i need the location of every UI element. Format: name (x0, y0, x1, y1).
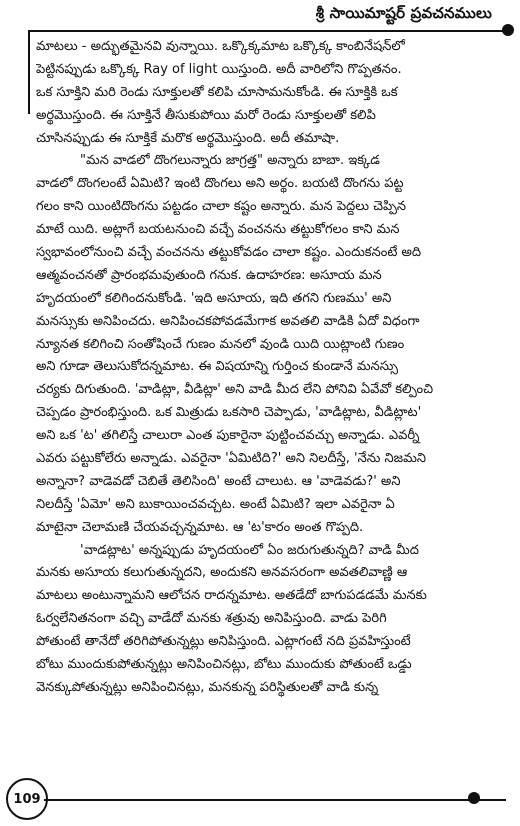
page-number: 109 (13, 791, 41, 807)
text-line: ఓర్వలేనితనంగా వచ్చి వాడేదో మనకు శత్రువు అనిపిస్తుంది. వాడు పెరిగి (36, 611, 387, 627)
text-line: ఒక సూక్తిని మరి రెండు సూక్తులతో కలిపి చూసామనుకోండి. ఈ సూక్తికి ఒక (36, 84, 398, 100)
text-line: బోటు ముందుకుపోతున్నట్లు అనిపించినట్లు, బోటు ముందుకు పోతుంటే ఒడ్డు (36, 657, 412, 673)
text-line: పెట్టినప్పుడు ఒక్కొక్క Ray of light యిస్తుంది. అదీ వారిలోని గొప్పతనం. (36, 61, 402, 77)
text-line: చూసినప్పుడు ఈ సూక్తికే మరొక అర్థమొస్తుంది. అదీ తమాషా. (36, 130, 340, 146)
text-line: పోతుంటే తానేదో తరిగిపోతున్నట్లు అనిపిస్తుంది. ఎట్లాగంటే నది ప్రవహిస్తుంటే (36, 634, 411, 650)
header-ornament-dot (502, 24, 514, 36)
paragraph (36, 150, 502, 539)
text-line: న్యూనత కలిగించి సంతోషించే గుణం మనలో వుండి యిది యిట్లాంటి గుణం (36, 336, 405, 352)
text-line: నిలదీస్తే 'ఏమో' అని బుకాయించవచ్చట. అంటే ఏమిటి? ఇలా ఎవరైనా ఏ (36, 496, 395, 512)
text-line: 'వాడట్లాట' అన్నప్పుడు హృదయంలో ఏం జరుగుతున్నది? వాడి మీద (80, 542, 419, 558)
text-line: చర్యకు దిగుతుంది. 'వాడిట్లా, వీడిట్లా' అని వాడి మీద లేని పోనివి ఏవేవో కల్పించి (36, 382, 434, 398)
text-line: వెనక్కుపోతున్నట్లు అనిపించినట్లు, మనకున్న పరిస్థితులతో వాడి కున్న (36, 679, 379, 695)
text-line: చెప్పడం ప్రారంభిస్తుంది. ఒక మిత్రుడు ఒకసారి చెప్పాడు, 'వాడిట్లాట, వీడిట్లాట' (36, 405, 422, 421)
running-header-title: శ్రీ సాయిమాష్టర్ ప్రవచనములు (315, 4, 492, 22)
text-line: అన్నానా? వాడెవడో చెబితే తెలిసింది' అంటే చాలుట. ఆ 'వాడెవడు?' అని (36, 473, 401, 489)
page-body-text (36, 36, 502, 700)
text-line: "మన వాడలో దొంగలున్నారు జాగ్రత్త" అన్నారు బాబా. ఇక్కడ (80, 153, 380, 169)
left-margin-rule (28, 30, 30, 114)
page-number-badge (6, 778, 48, 820)
text-line: వాడలో దొంగలంటే ఏమిటి? ఇంటి దొంగలు అని అర్థం. బయటి దొంగను పట్ట (36, 176, 404, 192)
text-line: స్వభావంలోనుంచి వచ్చే వంచనను తట్టుకోవడం చాలా కష్టం. ఎందుకనంటే అది (36, 245, 422, 261)
footer-ornament-dot (468, 792, 480, 804)
text-line: ఎవరు పట్టుకోలేరు అన్నాడు. ఎవరైనా 'ఏమిటిది?' అని నిలదీస్తే, 'నేను నిజమని (36, 451, 427, 467)
paragraph (36, 540, 502, 700)
text-line: మాటే యిది. అట్లాగే బయటనుంచి వచ్చే వంచనను తట్టుకోగలం కాని మన (36, 222, 400, 238)
text-line: అని ఒక 'ట' తగిలిస్తే చాలురా ఎంత పుకారైనా పుట్టించవచ్చు అన్నాడు. ఎవర్నీ (36, 428, 420, 444)
text-line: మాటలు అంటున్నామని ఆలోచన రాదన్నమాట. అతడేదో బాగుపడడమే మనకు (36, 588, 427, 604)
text-line: గలం కాని యింటిదొంగను పట్టడం చాలా కష్టం అన్నారు. మన పెద్దలు చెప్పిన (36, 199, 407, 215)
text-line: మనకు అసూయ కలుగుతున్నదని, అందుకని అనవసరంగా అవతలివాణ్ణి ఆ (36, 565, 408, 581)
text-line: మనస్సుకు అనిపించదు. అనిపించకపోవడమేగాక అవతలి వాడికి ఏదో విధంగా (36, 313, 420, 329)
footer-rule (44, 799, 506, 801)
paragraph (36, 36, 502, 150)
text-line: హృదయంలో కలిగిందనుకోండి. 'ఇది అసూయ, ఇది తగని గుణము' అని (36, 290, 392, 306)
header-rule (30, 30, 510, 32)
text-line: అని గూడా తెలుసుకోదన్నమాట. ఈ విషయాన్ని గుర్తించ కుండానే మనస్సు (36, 359, 399, 375)
text-line: మాటైనా చెలామణి చేయవచ్చన్నమాట. ఆ 'ట'కారం అంత గొప్పది. (36, 519, 364, 535)
text-line: మాటలు - అద్భుతమైనవి వున్నాయి. ఒక్కొక్కమాట ఒక్కొక్క కాంబినేషన్‌లో (36, 39, 405, 54)
text-line: అర్థమొస్తుంది. ఈ సూక్తినే తీసుకుపోయి మరో రెండు సూక్తులతో కలిపి (36, 107, 376, 123)
text-line: ఆత్మవంచనతో ప్రారంభమవుతుంది గనుక. ఉదాహరణ: అసూయ మన (36, 267, 382, 283)
